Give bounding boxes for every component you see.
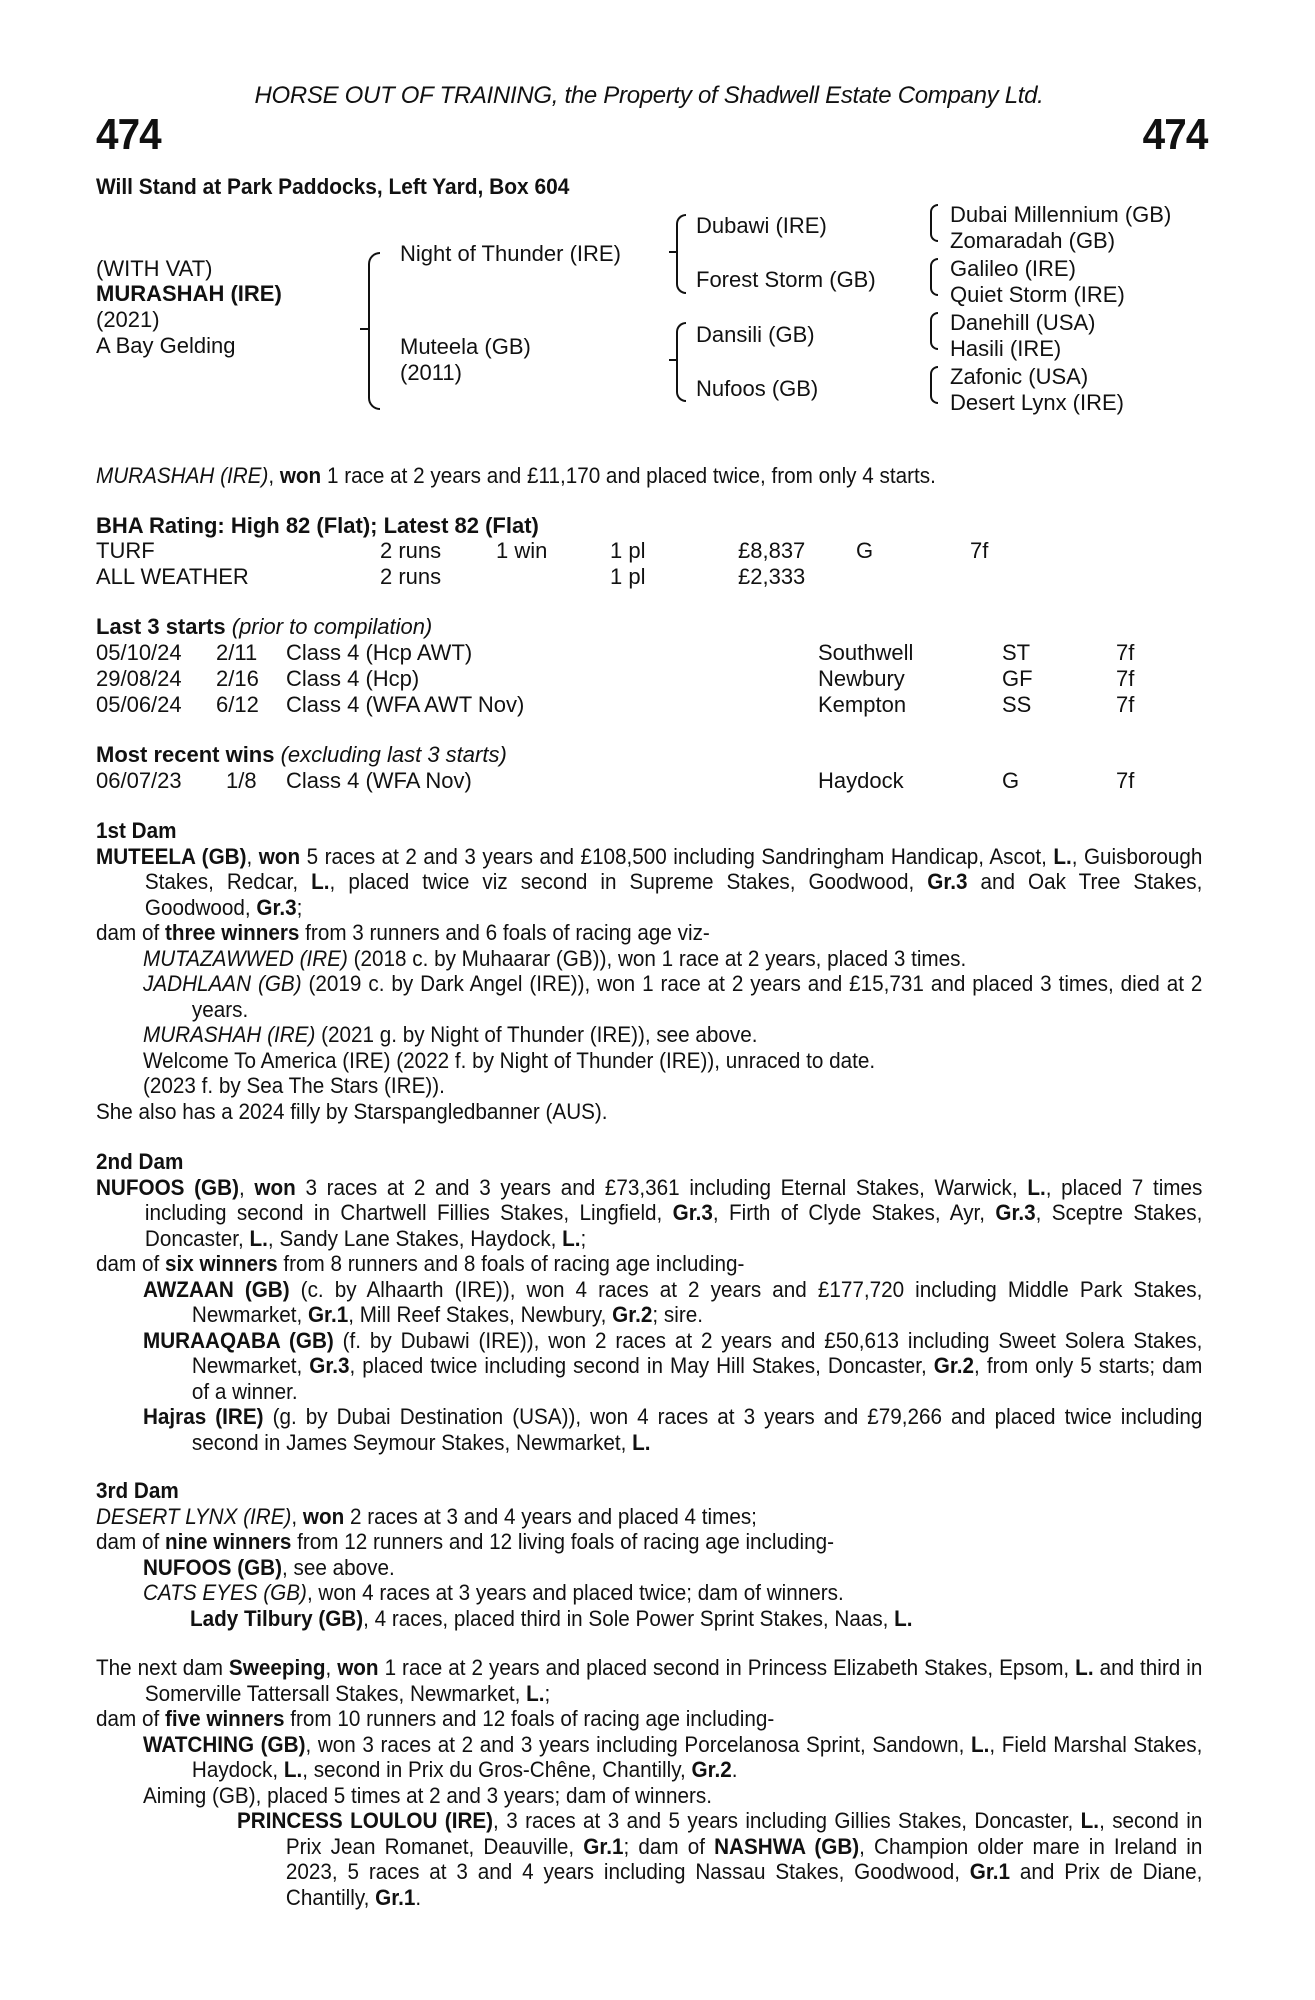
- group-mark: Gr.3: [309, 1353, 350, 1378]
- produce-name: JADHLAAN (GB): [143, 971, 302, 996]
- earnings: £8,837: [738, 538, 806, 563]
- produce-name: NASHWA (GB): [714, 1833, 860, 1859]
- t: and Prix de Diane, Chantilly,: [285, 1859, 1203, 1910]
- t: , Mill Reef Stakes, Newbury,: [348, 1302, 613, 1327]
- t: , placed twice viz second in Supreme Stakes, Goodwood,: [329, 869, 928, 894]
- pedigree-gen3-3: Galileo (IRE): [950, 256, 1076, 281]
- lot-number-left: 474: [96, 110, 161, 159]
- distance: 7f: [970, 538, 989, 563]
- first-dam-record: [96, 844, 1202, 921]
- summary-horse-name: MURASHAH (IRE): [96, 463, 269, 488]
- going: ST: [1002, 640, 1031, 665]
- dam-name: Sweeping: [228, 1655, 326, 1680]
- third-dam-produce-summary: [96, 1529, 1202, 1555]
- date: 05/10/24: [96, 640, 182, 665]
- listed-mark: L.: [971, 1731, 990, 1757]
- t: The next dam: [96, 1655, 229, 1680]
- t: dam of: [96, 1529, 165, 1554]
- going: G: [856, 538, 874, 563]
- pedigree-gen3-4: Quiet Storm (IRE): [950, 282, 1125, 307]
- wins: 1 win: [496, 538, 548, 563]
- group-mark: Gr.3: [927, 869, 968, 894]
- produce-item: [96, 1606, 1202, 1632]
- produce-name: Hajras (IRE): [143, 1404, 264, 1429]
- horse-description: A Bay Gelding: [96, 333, 236, 358]
- t: and third in Somerville Tattersall Stakes, Newmarket,: [144, 1655, 1203, 1706]
- placed: 1 pl: [610, 538, 646, 563]
- horse-year: (2021): [96, 307, 160, 332]
- brace-g3: [930, 258, 938, 296]
- t: (2021 g. by Night of Thunder (IRE)), see above.: [315, 1022, 758, 1047]
- next-dam-produce-summary: [96, 1706, 1202, 1732]
- t: (c. by Alhaarth (IRE)), won 4 races at 2 years and £177,720 including Middle Park Stakes, Newmarket,: [191, 1276, 1203, 1327]
- won-label: won: [302, 1503, 345, 1529]
- pedigree-gen3-1: Dubai Millennium (GB): [950, 202, 1172, 227]
- group-mark: Gr.2: [691, 1757, 732, 1782]
- produce-item: [96, 1580, 1202, 1606]
- going: G: [1002, 768, 1020, 793]
- t: (2019 c. by Dark Angel (IRE)), won 1 race at 2 years and £15,731 and placed 3 times, died at 2 years.: [191, 971, 1203, 1022]
- t: (f. by Dubawi (IRE)), won 2 races at 2 years and £50,613 including Sweet Solera Stakes, Newmarket,: [191, 1327, 1203, 1378]
- listed-mark: L.: [311, 869, 330, 894]
- stand-location: Will Stand at Park Paddocks, Left Yard, Box 604: [96, 174, 570, 199]
- vat-label: (WITH VAT): [96, 256, 213, 281]
- t: , second in Prix du Gros-Chêne, Chantilly,: [302, 1757, 692, 1782]
- listed-mark: L.: [562, 1225, 581, 1251]
- group-mark: Gr.3: [256, 894, 297, 920]
- t: , placed twice including second in May Hill Stakes, Doncaster,: [349, 1353, 934, 1378]
- runs: 2 runs: [380, 564, 442, 589]
- listed-mark: L.: [1075, 1655, 1094, 1680]
- t: , Field Marshal Stakes, Haydock,: [191, 1731, 1203, 1782]
- brace-point: [669, 251, 677, 253]
- earnings: £2,333: [738, 564, 806, 589]
- produce-item: [96, 1277, 1202, 1328]
- brace-g3: [930, 312, 938, 350]
- group-mark: Gr.1: [583, 1833, 624, 1859]
- t: , placed 7 times including second in Chartwell Fillies Stakes, Lingfield,: [144, 1174, 1203, 1225]
- t: ,: [246, 843, 259, 869]
- going: SS: [1002, 692, 1032, 717]
- t: 1 race at 2 years and placed second in Princess Elizabeth Stakes, Epsom,: [378, 1655, 1076, 1680]
- runs: 2 runs: [380, 538, 442, 563]
- listed-mark: L.: [283, 1757, 303, 1782]
- produce-name: Lady Tilbury (GB): [190, 1605, 364, 1631]
- pedigree-gen3-8: Desert Lynx (IRE): [950, 390, 1125, 415]
- recent-wins-heading: Most recent wins: [96, 742, 275, 767]
- winners-count: six winners: [164, 1251, 278, 1276]
- t: , Sandy Lane Stakes, Haydock,: [267, 1225, 563, 1251]
- t: ;: [544, 1680, 551, 1706]
- won-label: won: [258, 843, 301, 869]
- going: GF: [1002, 666, 1033, 691]
- course: Kempton: [818, 692, 907, 717]
- t: dam of: [96, 920, 165, 945]
- brace-gen1: [368, 252, 380, 410]
- brace-point: [669, 359, 677, 361]
- position: 2/11: [216, 640, 258, 665]
- t: , Guisborough Stakes, Redcar,: [144, 843, 1203, 894]
- course: Southwell: [818, 640, 914, 665]
- third-dam-section: [96, 1478, 1202, 1631]
- also-has-note: She also has a 2024 filly by Starspangledbanner (AUS).: [96, 1098, 608, 1124]
- group-mark: Gr.2: [933, 1353, 975, 1378]
- race: Class 4 (WFA AWT Nov): [286, 692, 525, 717]
- pedigree-dam-sire: Dansili (GB): [696, 322, 815, 347]
- listed-mark: L.: [894, 1605, 913, 1631]
- second-dam-produce-summary: [96, 1251, 1202, 1277]
- pedigree-gen3-5: Danehill (USA): [950, 310, 1096, 335]
- t: from 8 runners and 8 foals of racing age including-: [277, 1251, 745, 1276]
- t: dam of: [96, 1706, 165, 1731]
- produce-item: [96, 1404, 1202, 1455]
- third-dam-heading: 3rd Dam: [96, 1478, 179, 1503]
- dam-name: NUFOOS (GB): [96, 1174, 239, 1200]
- surface: TURF: [96, 538, 155, 563]
- listed-mark: L.: [1080, 1808, 1100, 1833]
- distance: 7f: [1116, 768, 1135, 793]
- produce-item: Welcome To America (IRE) (2022 f. by Night of Thunder (IRE)), unraced to date.: [143, 1047, 876, 1073]
- listed-mark: L.: [1027, 1174, 1046, 1200]
- produce-name: WATCHING (GB): [143, 1731, 306, 1757]
- produce-name: MURASHAH (IRE): [143, 1022, 316, 1047]
- winners-count: three winners: [164, 920, 300, 945]
- produce-item: [96, 1022, 1202, 1048]
- placed: 1 pl: [610, 564, 646, 589]
- pedigree-sire: Night of Thunder (IRE): [400, 241, 621, 266]
- t: 3 races at 2 and 3 years and £73,361 including Eternal Stakes, Warwick,: [295, 1174, 1028, 1200]
- distance: 7f: [1116, 692, 1135, 717]
- group-mark: Gr.3: [995, 1200, 1036, 1225]
- next-dam-record: [96, 1655, 1202, 1706]
- produce-item: Aiming (GB), placed 5 times at 2 and 3 years; dam of winners.: [143, 1782, 712, 1808]
- t: .: [731, 1757, 738, 1782]
- pedigree-dam: Muteela (GB): [400, 334, 531, 359]
- race-summary: [96, 463, 1136, 489]
- t: , won 4 races at 3 years and placed twice; dam of winners.: [306, 1580, 844, 1605]
- t: , from only 5 starts; dam of a winner.: [191, 1353, 1203, 1404]
- summary-text: 1 race at 2 years and £11,170 and placed twice, from only 4 starts.: [321, 463, 936, 488]
- group-mark: Gr.1: [307, 1302, 349, 1327]
- group-mark: Gr.2: [612, 1302, 653, 1327]
- t: , Champion older mare in Ireland in 2023, 5 races at 3 and 4 years including Nassau Stakes, Goodwood,: [285, 1833, 1203, 1884]
- sep: ,: [268, 463, 280, 488]
- t: from 12 runners and 12 living foals of racing age including-: [291, 1529, 834, 1554]
- listed-mark: L.: [1053, 843, 1072, 869]
- t: ;: [296, 894, 303, 920]
- listed-mark: L.: [526, 1680, 545, 1706]
- t: .: [415, 1884, 422, 1910]
- catalogue-header: HORSE OUT OF TRAINING, the Property of Shadwell Estate Company Ltd.: [254, 82, 1044, 109]
- group-mark: Gr.1: [969, 1859, 1011, 1884]
- pedigree-dam-year: (2011): [400, 360, 462, 385]
- produce-name: MURAAQABA (GB): [143, 1327, 334, 1353]
- first-dam-section: [96, 818, 1202, 1124]
- t: dam of: [96, 1251, 165, 1276]
- produce-item: [96, 1555, 1202, 1581]
- race: Class 4 (Hcp): [286, 666, 420, 691]
- position: 6/12: [216, 692, 259, 717]
- t: ,: [325, 1655, 338, 1680]
- winners-count: nine winners: [164, 1529, 292, 1554]
- t: ,: [291, 1503, 303, 1529]
- t: , Sceptre Stakes, Doncaster,: [144, 1200, 1203, 1251]
- distance: 7f: [1116, 666, 1135, 691]
- produce-item: [96, 1808, 1202, 1910]
- t: , won 3 races at 2 and 3 years including Porcelanosa Sprint, Sandown,: [305, 1731, 972, 1757]
- produce-item: [96, 946, 1202, 972]
- position: 1/8: [226, 768, 257, 793]
- t: , see above.: [282, 1554, 395, 1580]
- t: from 3 runners and 6 foals of racing age viz-: [299, 920, 710, 945]
- brace-dam: [676, 322, 686, 402]
- t: from 10 runners and 12 foals of racing age including-: [284, 1706, 775, 1731]
- pedigree-dam-dam: Nufoos (GB): [696, 376, 819, 401]
- brace-point: [360, 328, 368, 330]
- course: Newbury: [818, 666, 905, 691]
- second-dam-section: [96, 1149, 1202, 1455]
- t: , 4 races, placed third in Sole Power Sprint Stakes, Naas,: [363, 1605, 895, 1631]
- date: 06/07/23: [96, 768, 182, 793]
- second-dam-heading: 2nd Dam: [96, 1149, 184, 1174]
- produce-item: [96, 971, 1202, 1022]
- horse-name: MURASHAH (IRE): [96, 281, 282, 306]
- last-starts-note: (prior to compilation): [225, 614, 433, 639]
- winners-count: five winners: [164, 1706, 285, 1731]
- t: 2 races at 3 and 4 years and placed 4 times;: [344, 1503, 757, 1529]
- t: ; sire.: [652, 1302, 703, 1327]
- lot-number-right: 474: [1142, 110, 1207, 159]
- pedigree-sire-sire: Dubawi (IRE): [696, 213, 827, 238]
- third-dam-record: [96, 1504, 1202, 1530]
- second-dam-record: [96, 1175, 1202, 1252]
- rating-heading: BHA Rating: High 82 (Flat); Latest 82 (Flat): [96, 513, 539, 538]
- pedigree-sire-dam: Forest Storm (GB): [696, 267, 876, 292]
- distance: 7f: [1116, 640, 1135, 665]
- brace-g3: [930, 204, 938, 242]
- race: Class 4 (WFA Nov): [286, 768, 472, 793]
- t: ; dam of: [623, 1833, 715, 1859]
- produce-name: CATS EYES (GB): [143, 1580, 307, 1605]
- date: 29/08/24: [96, 666, 182, 691]
- pedigree-gen3-6: Hasili (IRE): [950, 336, 1062, 361]
- listed-mark: L.: [632, 1429, 651, 1455]
- dam-name: DESERT LYNX (IRE): [96, 1503, 292, 1529]
- t: and Oak Tree Stakes, Goodwood,: [144, 869, 1203, 920]
- t: , second in Prix Jean Romanet, Deauville,: [285, 1808, 1203, 1859]
- produce-name: NUFOOS (GB): [143, 1554, 283, 1580]
- surface: ALL WEATHER: [96, 564, 249, 589]
- next-dam-section: [96, 1655, 1202, 1910]
- won-label: won: [337, 1655, 379, 1680]
- t: 5 races at 2 and 3 years and £108,500 including Sandringham Handicap, Ascot,: [300, 843, 1054, 869]
- brace-sire: [676, 214, 686, 294]
- produce-item: (2023 f. by Sea The Stars (IRE)).: [143, 1073, 445, 1098]
- t: (2018 c. by Muhaarar (GB)), won 1 race at 2 years, placed 3 times.: [347, 945, 967, 971]
- t: , 3 races at 3 and 5 years including Gillies Stakes, Doncaster,: [493, 1808, 1081, 1833]
- date: 05/06/24: [96, 692, 182, 717]
- recent-wins-note: (excluding last 3 starts): [274, 742, 507, 767]
- t: , Firth of Clyde Stakes, Ayr,: [712, 1200, 996, 1225]
- produce-item: [96, 1732, 1202, 1783]
- last-starts-heading: Last 3 starts: [96, 614, 226, 639]
- won-label: won: [279, 463, 322, 488]
- won-label: won: [254, 1174, 296, 1200]
- first-dam-produce-summary: [96, 920, 1202, 946]
- group-mark: Gr.1: [375, 1884, 416, 1910]
- brace-g3: [930, 366, 938, 404]
- t: ;: [580, 1225, 587, 1251]
- pedigree-gen3-2: Zomaradah (GB): [950, 228, 1116, 253]
- course: Haydock: [818, 768, 904, 793]
- produce-name: MUTAZAWWED (IRE): [143, 945, 348, 971]
- t: (g. by Dubai Destination (USA)), won 4 races at 3 years and £79,266 and placed twice including second in James Seymour Stakes, Newmarket,: [191, 1404, 1203, 1455]
- t: ,: [238, 1174, 255, 1200]
- group-mark: Gr.3: [672, 1200, 713, 1225]
- listed-mark: L.: [249, 1225, 268, 1251]
- produce-name: AWZAAN (GB): [143, 1276, 290, 1302]
- position: 2/16: [216, 666, 259, 691]
- produce-item: [96, 1328, 1202, 1405]
- produce-name: PRINCESS LOULOU (IRE): [237, 1808, 494, 1833]
- first-dam-heading: 1st Dam: [96, 818, 177, 843]
- race: Class 4 (Hcp AWT): [286, 640, 473, 665]
- dam-name: MUTEELA (GB): [96, 843, 247, 869]
- pedigree-gen3-7: Zafonic (USA): [950, 364, 1089, 389]
